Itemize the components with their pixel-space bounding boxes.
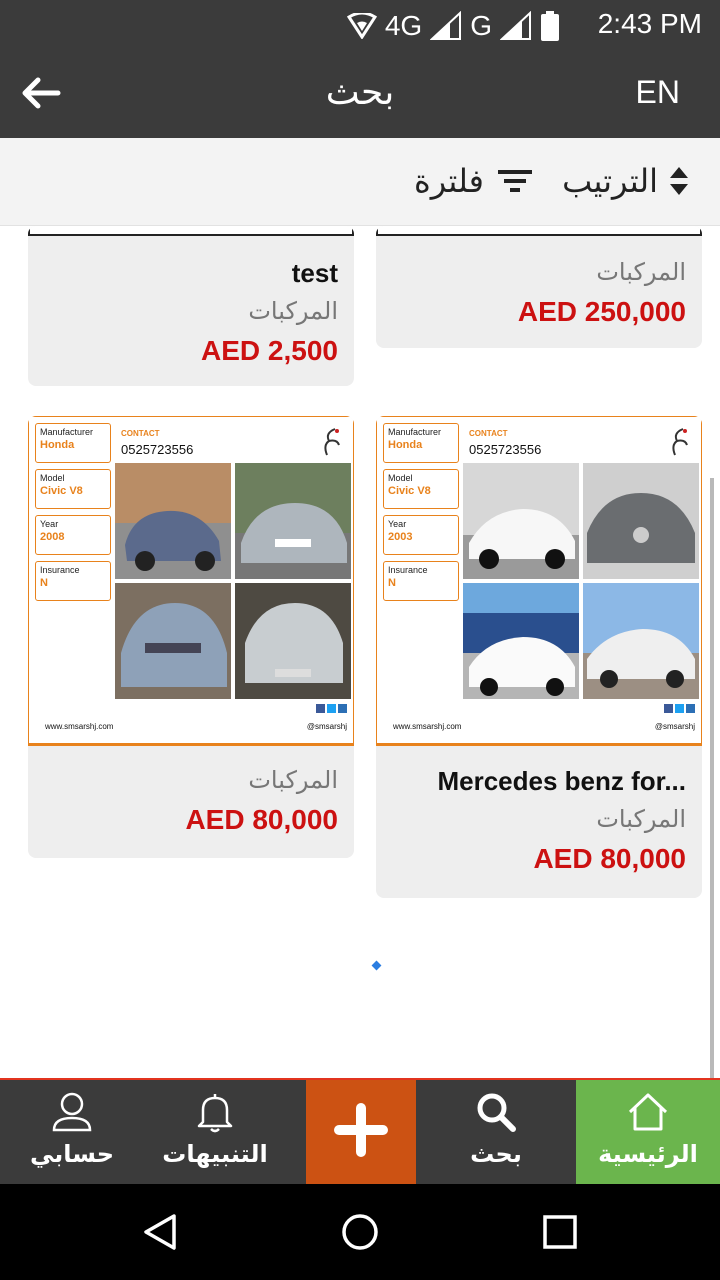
page-title: بحث [325,72,395,113]
spec-model: Model Civic V8 [383,469,459,509]
app-bar [0,52,720,138]
bottom-navigation [0,1078,720,1184]
battery-icon [540,11,560,41]
car-photo [115,463,231,579]
listing-price: AED 80,000 [533,843,686,874]
spec-manufacturer: Manufacturer Honda [35,423,111,463]
website-text: www.smsarshj.com [45,722,114,731]
filter-button[interactable] [414,156,534,206]
clock: 2:43 PM [597,8,702,39]
signal-icon [430,11,462,41]
listing-card[interactable] [28,416,354,858]
signal-icon [500,11,532,41]
network-4g-label: 4G [384,10,423,41]
filter-icon [496,166,534,196]
listing-title: test [291,258,338,288]
sort-button[interactable] [562,156,690,206]
social-icons [316,704,347,713]
handle-text: @smsarshj [654,722,695,731]
listing-price: AED 80,000 [185,804,338,835]
listing-card[interactable] [376,226,702,348]
listing-category: المركبات [596,258,686,286]
nav-home-label: الرئيسية [598,1140,698,1168]
listing-price: AED 2,500 [201,335,338,366]
listing-category: المركبات [248,766,338,794]
website-text: www.smsarshj.com [393,722,462,731]
nav-account[interactable] [0,1080,144,1184]
language-toggle[interactable]: EN [635,74,680,110]
wifi-icon [347,13,377,39]
listing-title: Mercedes benz for... [437,766,686,796]
nav-notifications[interactable] [150,1080,280,1184]
system-navigation-bar [0,1184,720,1280]
listing-price: AED 250,000 [517,296,686,327]
ad-flyer [28,416,354,744]
sort-label: الترتيب [562,162,658,200]
spec-manufacturer: Manufacturer Honda [383,423,459,463]
car-photo [463,583,579,699]
search-icon [474,1090,518,1134]
home-icon [626,1090,670,1134]
nav-search-label: بحث [470,1140,522,1168]
ad-flyer [376,416,702,744]
listing-category: المركبات [248,297,338,325]
nav-account-label: حسابي [29,1140,115,1168]
back-triangle-icon[interactable] [140,1212,180,1252]
social-icons [664,704,695,713]
bell-icon [193,1090,237,1134]
car-photo [463,463,579,579]
spec-year: Year 2008 [35,515,111,555]
car-photo [235,463,351,579]
nav-home[interactable] [576,1080,720,1184]
spec-insurance: Insurance N [35,561,111,601]
listing-image [376,226,702,236]
car-photo [235,583,351,699]
spec-insurance: Insurance N [383,561,459,601]
listing-image [28,416,354,746]
plus-icon [333,1102,389,1158]
nav-add-listing[interactable] [306,1080,416,1184]
car-photo [583,583,699,699]
user-icon [50,1090,94,1134]
sort-filter-bar [0,138,720,226]
home-circle-icon[interactable] [340,1212,380,1252]
handle-text: @smsarshj [306,722,347,731]
listing-image [376,416,702,746]
listing-card[interactable] [28,226,354,386]
recents-square-icon[interactable] [542,1214,578,1250]
loading-indicator [372,961,382,971]
bird-logo-icon [669,427,691,457]
car-photo [583,463,699,579]
scrollbar[interactable] [710,478,714,1078]
contact-info: CONTACT 0525723556 [469,429,542,457]
listing-image [28,226,354,236]
status-bar [0,0,720,52]
nav-search[interactable] [416,1080,576,1184]
filter-label: فلترة [414,162,484,200]
listing-category: المركبات [596,805,686,833]
sort-arrows-icon [668,166,690,196]
spec-model: Model Civic V8 [35,469,111,509]
status-icons [347,6,560,46]
contact-info: CONTACT 0525723556 [121,429,194,457]
spec-year: Year 2003 [383,515,459,555]
nav-notifications-label: التنبيهات [162,1140,268,1168]
listing-card[interactable] [376,416,702,898]
network-g-label: G [470,10,492,41]
bird-logo-icon [321,427,343,457]
car-photo [115,583,231,699]
